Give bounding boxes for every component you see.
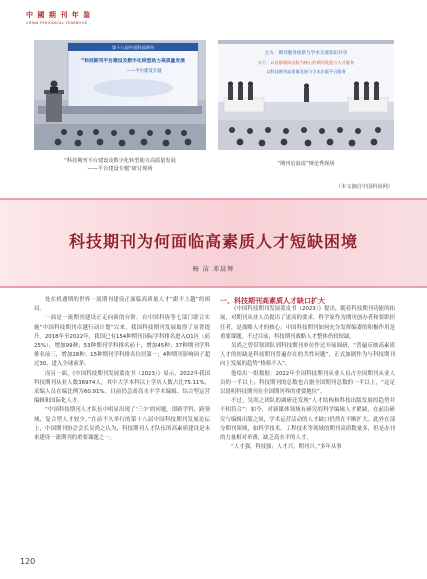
right-paragraph-5: “人才强，科技强；人才兴，期刊兴。”多年从事	[231, 444, 342, 451]
right-column	[220, 296, 395, 452]
page-number: 120	[20, 557, 36, 566]
banner-text-6: 以科技期刊高质量发展与学术出版平台服务	[266, 69, 346, 74]
yearbook-logo	[26, 10, 91, 30]
banner-text-4: 主方：期刊服务创新与学术交流知识共享	[264, 51, 348, 56]
right-paragraph-4: 不过，吴尚之团队的调研还发现“人才结构和科技出版发展的趋势并不相符合”：如今，对新媒体领域有研究的科学编辑人才紧缺，在前沿研究与编辑出版之间，学术运营活动的人才缺口仍然在不断扩大。此外在部分期刊领域，如科学技术、工程技术等领域的期刊高质数量多，但是办刊的力量相对单薄，缺乏高水平的人才。	[220, 398, 395, 442]
debate-photo-illustration	[218, 40, 394, 150]
seminar-caption	[34, 157, 206, 173]
article-title: 科技期刊为何面临高素质人才短缺困境	[68, 232, 358, 251]
seminar-caption-line2: ——平台建设专题”研讨现场	[87, 166, 153, 172]
left-paragraph-3: 而另一面，《中国科技期刊发展蓝皮书（2023）》显示，2022年我国科技期刊从业人数36974人，其中大学本科以上学历人数占比75.11%，采编人员在编比例为60.91%。目前仍急需高水平学术编辑、综合型运营编辑和国际化人才。	[34, 370, 210, 405]
banner-text-5: 实力：以首都新闻出版为核心的期刊发展与人才服务	[257, 60, 355, 65]
title-band-top-rule	[0, 198, 427, 200]
right-paragraph-3: 他给出一组数据：2022年全国科技期刊从业人员占全国期刊从业人员的一半以上；科技期刊的总数也占据全国期刊总数的一半以上，“这足以说明科技期刊在全国期刊界的重要地位”。	[220, 370, 395, 396]
source-note: （本文摘自中国科协网）	[335, 184, 393, 190]
seminar-photo	[34, 40, 206, 150]
seminar-caption-line1: “科技期刊平台建设及数字化转型助力高质量发展	[64, 158, 176, 164]
banner-text-3: ——平台建设专题	[126, 69, 162, 74]
logo-english: CHINA PERIODICAL YEARBOOK	[26, 21, 88, 25]
article-authors: 杨 洁 邓晨辉	[192, 266, 235, 273]
left-column	[34, 296, 210, 443]
left-paragraph-2: 一面是一流期刊建设正走向新的台阶。自中国科协等七部门联合实施“中国科技期刊卓越行动计划”以来，我国科技期刊发展取得了显著提升。2018年至2022年，我国已有154种期刊国际学科排名进入Q1区（前25%），增加99种；53种期刊学科排名前十，增加45种；37种期刊学科排名前三，增加28种；15种期刊学科排名位居第一；4种期刊影响因子超过30，进入全球前茅。	[34, 315, 210, 368]
seminar-photo-illustration	[34, 40, 206, 150]
logo-chinese: 中 國 期 刊 年 鉴	[26, 11, 92, 19]
banner-text-2: “科技期刊平台建设及数字化转型助力高质量发展	[81, 59, 185, 64]
title-band-bottom-rule	[0, 286, 427, 288]
left-paragraph-1: 处在机遇期的世界一流期刊建设正面临高质量人才“跟不上趟”的困局。	[34, 297, 210, 313]
debate-caption: “期刊启浪说”辩论秀现场	[277, 161, 335, 167]
left-paragraph-4: “中国科技期刊人才队伍中明显出现了‘三少’的问题，即跨学科、跨领域、复合型人才较少。”在前不久举行的第十八届中国科技期刊发展论坛上，中国期刊协会会长吴尚之认为，科技期刊人才队伍的高素质建设是未来建设一流期刊的重要课题之一。	[34, 407, 210, 442]
right-paragraph-1: 《中国科技期刊发展蓝皮书（2023）》提出，随着科技期刊功能的拓展，对期刊从业人员提出了更高的要求。科学家作为期刊创办者和要职担任者，是战略人才的核心。中国科技期刊如何充分发挥编委的积极作用是重要课题。不过目前，科技期刊战略人才整体仍较短缺。	[220, 306, 395, 340]
section-heading: 一、科技期刊高素质人才缺口扩大	[220, 296, 325, 305]
banner-text-1: 第十八届中国科技期刊	[112, 45, 154, 50]
right-paragraph-2: 吴尚之曾带领团队到科技期刊单位作过开展调研，“普遍反映高素质人才的短缺是科技期刊普遍存在的共性问题”，正式加剧作为与科技期刊向上发展的趋势“格格不入”。	[220, 343, 395, 368]
debate-photo	[218, 40, 394, 150]
